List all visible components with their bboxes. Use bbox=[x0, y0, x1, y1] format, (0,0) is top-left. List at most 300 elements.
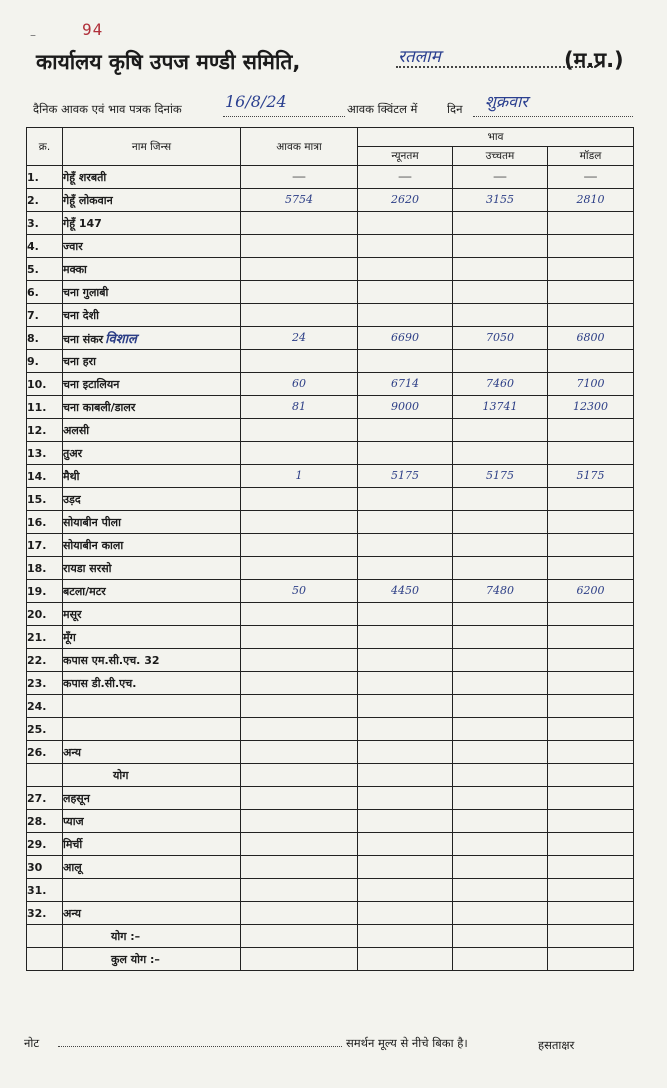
row-max bbox=[453, 649, 548, 672]
row-min bbox=[358, 557, 453, 580]
row-commodity bbox=[63, 787, 241, 810]
row-commodity bbox=[63, 327, 241, 350]
row-modal: 6200 bbox=[548, 580, 634, 603]
header-min: न्यूनतम bbox=[358, 147, 453, 166]
row-qty bbox=[241, 603, 358, 626]
row-serial: 23. bbox=[27, 672, 63, 695]
subheader bbox=[33, 92, 633, 118]
row-commodity bbox=[63, 189, 241, 212]
row-max: 5175 bbox=[453, 465, 548, 488]
row-commodity bbox=[63, 488, 241, 511]
row-max bbox=[453, 281, 548, 304]
table-row bbox=[27, 833, 634, 856]
row-serial: 12. bbox=[27, 419, 63, 442]
row-qty bbox=[241, 902, 358, 925]
row-min bbox=[358, 787, 453, 810]
row-qty bbox=[241, 695, 358, 718]
row-qty: 5754 bbox=[241, 189, 358, 212]
row-commodity bbox=[63, 511, 241, 534]
row-serial: 16. bbox=[27, 511, 63, 534]
row-qty bbox=[241, 304, 358, 327]
row-commodity bbox=[63, 603, 241, 626]
table-row bbox=[27, 764, 634, 787]
table-row bbox=[27, 925, 634, 948]
commodity-label: चना हरा bbox=[63, 354, 96, 368]
row-min: — bbox=[358, 166, 453, 189]
row-modal bbox=[548, 212, 634, 235]
row-max bbox=[453, 442, 548, 465]
state-code: (म.प्र.) bbox=[564, 48, 624, 72]
row-commodity bbox=[63, 419, 241, 442]
row-min: 6714 bbox=[358, 373, 453, 396]
row-max bbox=[453, 419, 548, 442]
row-max bbox=[453, 511, 548, 534]
row-min bbox=[358, 281, 453, 304]
row-modal bbox=[548, 810, 634, 833]
row-commodity bbox=[63, 212, 241, 235]
row-max bbox=[453, 488, 548, 511]
commodity-label: सोयाबीन पीला bbox=[63, 515, 121, 529]
row-qty bbox=[241, 419, 358, 442]
row-modal bbox=[548, 856, 634, 879]
table-row bbox=[27, 235, 634, 258]
row-commodity bbox=[63, 396, 241, 419]
row-max bbox=[453, 833, 548, 856]
row-serial bbox=[27, 948, 63, 971]
row-serial: 4. bbox=[27, 235, 63, 258]
table-row bbox=[27, 534, 634, 557]
row-modal bbox=[548, 764, 634, 787]
table-row bbox=[27, 557, 634, 580]
row-commodity bbox=[63, 166, 241, 189]
table-row bbox=[27, 327, 634, 350]
date-line bbox=[223, 116, 345, 117]
row-commodity bbox=[63, 695, 241, 718]
row-commodity bbox=[63, 810, 241, 833]
row-max: 3155 bbox=[453, 189, 548, 212]
commodity-label: मसूर bbox=[63, 607, 82, 621]
row-serial: 26. bbox=[27, 741, 63, 764]
row-qty bbox=[241, 787, 358, 810]
row-commodity bbox=[63, 373, 241, 396]
row-min bbox=[358, 741, 453, 764]
table-row bbox=[27, 626, 634, 649]
row-modal bbox=[548, 925, 634, 948]
row-max: 7460 bbox=[453, 373, 548, 396]
table-row bbox=[27, 212, 634, 235]
row-serial bbox=[27, 764, 63, 787]
row-min: 4450 bbox=[358, 580, 453, 603]
row-min bbox=[358, 488, 453, 511]
row-max bbox=[453, 557, 548, 580]
row-serial: 8. bbox=[27, 327, 63, 350]
row-commodity bbox=[63, 465, 241, 488]
footer bbox=[24, 1030, 644, 1060]
row-serial: 3. bbox=[27, 212, 63, 235]
row-min bbox=[358, 902, 453, 925]
row-min bbox=[358, 879, 453, 902]
row-serial: 24. bbox=[27, 695, 63, 718]
commodity-label: गेहूँ लोकवान bbox=[63, 193, 113, 207]
row-modal: 2810 bbox=[548, 189, 634, 212]
row-serial: 15. bbox=[27, 488, 63, 511]
header-commodity: नाम जिन्स bbox=[63, 128, 241, 166]
table-row bbox=[27, 511, 634, 534]
commodity-label: योग bbox=[113, 768, 129, 782]
table-row bbox=[27, 603, 634, 626]
row-commodity bbox=[63, 925, 241, 948]
commodity-label: चना संकर bbox=[63, 333, 104, 346]
commodity-label: चना इटालियन bbox=[63, 377, 120, 391]
arrivals-price-table bbox=[26, 127, 634, 971]
table-row bbox=[27, 373, 634, 396]
row-max bbox=[453, 856, 548, 879]
row-modal: 12300 bbox=[548, 396, 634, 419]
row-serial: 32. bbox=[27, 902, 63, 925]
commodity-variety-handwritten: विशाल bbox=[105, 332, 137, 347]
row-modal bbox=[548, 741, 634, 764]
row-min bbox=[358, 810, 453, 833]
row-modal bbox=[548, 258, 634, 281]
commodity-label: आलू bbox=[63, 860, 82, 874]
commodity-label: उड़द bbox=[63, 492, 81, 506]
row-serial: 22. bbox=[27, 649, 63, 672]
row-modal bbox=[548, 833, 634, 856]
row-modal: — bbox=[548, 166, 634, 189]
row-commodity bbox=[63, 350, 241, 373]
commodity-label: लहसून bbox=[63, 791, 90, 805]
row-max bbox=[453, 810, 548, 833]
commodity-label: चना गुलाबी bbox=[63, 285, 109, 299]
row-min bbox=[358, 235, 453, 258]
commodity-label: तुअर bbox=[63, 446, 83, 460]
row-commodity bbox=[63, 580, 241, 603]
table-row bbox=[27, 166, 634, 189]
page-number: 94 bbox=[82, 20, 104, 39]
table-row bbox=[27, 442, 634, 465]
row-serial: 19. bbox=[27, 580, 63, 603]
commodity-label: गेहूँ 147 bbox=[63, 216, 102, 230]
row-min bbox=[358, 212, 453, 235]
note-label: नोट bbox=[24, 1036, 40, 1050]
commodity-label: सोयाबीन काला bbox=[63, 538, 124, 552]
row-min: 2620 bbox=[358, 189, 453, 212]
day-line bbox=[473, 116, 633, 117]
row-max: 7480 bbox=[453, 580, 548, 603]
row-modal bbox=[548, 649, 634, 672]
row-qty bbox=[241, 488, 358, 511]
row-qty bbox=[241, 764, 358, 787]
row-max bbox=[453, 350, 548, 373]
row-qty bbox=[241, 557, 358, 580]
row-max bbox=[453, 695, 548, 718]
date-value-handwritten: 16/8/24 bbox=[225, 92, 287, 111]
commodity-label: चना काबली/डालर bbox=[63, 400, 136, 414]
row-min: 9000 bbox=[358, 396, 453, 419]
table-row bbox=[27, 189, 634, 212]
row-max bbox=[453, 879, 548, 902]
table-row bbox=[27, 396, 634, 419]
row-qty bbox=[241, 212, 358, 235]
row-modal bbox=[548, 304, 634, 327]
row-max bbox=[453, 304, 548, 327]
msp-text: समर्थन मूल्य से नीचे बिका है। bbox=[346, 1036, 468, 1050]
row-qty bbox=[241, 810, 358, 833]
row-modal bbox=[548, 557, 634, 580]
row-qty bbox=[241, 258, 358, 281]
row-commodity bbox=[63, 534, 241, 557]
row-min bbox=[358, 603, 453, 626]
row-serial: 14. bbox=[27, 465, 63, 488]
row-max bbox=[453, 672, 548, 695]
commodity-label: ज्वार bbox=[63, 239, 83, 253]
row-commodity bbox=[63, 442, 241, 465]
commodity-label: अन्य bbox=[63, 906, 82, 920]
row-qty bbox=[241, 718, 358, 741]
row-qty: 24 bbox=[241, 327, 358, 350]
commodity-label: रायडा सरसो bbox=[63, 561, 112, 575]
row-max bbox=[453, 764, 548, 787]
row-qty bbox=[241, 741, 358, 764]
row-modal bbox=[548, 235, 634, 258]
row-min bbox=[358, 626, 453, 649]
row-commodity bbox=[63, 741, 241, 764]
form-title bbox=[36, 44, 636, 84]
table-row bbox=[27, 350, 634, 373]
note-line bbox=[58, 1046, 342, 1047]
commodity-label: कपास डी.सी.एच. bbox=[63, 676, 137, 690]
row-modal bbox=[548, 488, 634, 511]
table-row bbox=[27, 695, 634, 718]
table-row bbox=[27, 902, 634, 925]
row-max bbox=[453, 948, 548, 971]
unit-label: आवक क्विंटल में bbox=[347, 102, 418, 116]
row-serial: 13. bbox=[27, 442, 63, 465]
table-row bbox=[27, 488, 634, 511]
row-qty bbox=[241, 672, 358, 695]
row-modal: 5175 bbox=[548, 465, 634, 488]
row-min bbox=[358, 948, 453, 971]
row-qty bbox=[241, 281, 358, 304]
header-arrival-qty: आवक मात्रा bbox=[241, 128, 358, 166]
table-row bbox=[27, 787, 634, 810]
row-min bbox=[358, 511, 453, 534]
row-min bbox=[358, 419, 453, 442]
row-min bbox=[358, 672, 453, 695]
row-serial: 25. bbox=[27, 718, 63, 741]
table-row bbox=[27, 672, 634, 695]
row-min bbox=[358, 442, 453, 465]
row-max bbox=[453, 925, 548, 948]
row-serial: 29. bbox=[27, 833, 63, 856]
row-modal bbox=[548, 442, 634, 465]
row-commodity bbox=[63, 879, 241, 902]
row-min bbox=[358, 534, 453, 557]
row-serial: 2. bbox=[27, 189, 63, 212]
corner-mark: – bbox=[30, 28, 36, 42]
row-min bbox=[358, 350, 453, 373]
table-row bbox=[27, 741, 634, 764]
row-serial: 5. bbox=[27, 258, 63, 281]
header-max: उच्चतम bbox=[453, 147, 548, 166]
row-qty bbox=[241, 856, 358, 879]
row-commodity bbox=[63, 902, 241, 925]
row-modal bbox=[548, 603, 634, 626]
commodity-label: चना देशी bbox=[63, 308, 99, 322]
day-value-handwritten: शुक्रवार bbox=[485, 92, 528, 111]
row-qty bbox=[241, 925, 358, 948]
row-commodity bbox=[63, 557, 241, 580]
row-serial: 31. bbox=[27, 879, 63, 902]
header-price-group: भाव bbox=[358, 128, 634, 147]
row-commodity bbox=[63, 672, 241, 695]
commodity-label: प्याज bbox=[63, 814, 84, 828]
table-row bbox=[27, 580, 634, 603]
table-row bbox=[27, 649, 634, 672]
row-max bbox=[453, 902, 548, 925]
row-qty: 1 bbox=[241, 465, 358, 488]
row-max bbox=[453, 212, 548, 235]
commodity-label: मूँग bbox=[63, 630, 76, 644]
day-label: दिन bbox=[447, 102, 463, 116]
row-qty bbox=[241, 948, 358, 971]
row-max bbox=[453, 534, 548, 557]
row-modal bbox=[548, 419, 634, 442]
commodity-label: गेहूँ शरबती bbox=[63, 170, 107, 184]
table-row bbox=[27, 304, 634, 327]
row-qty: 81 bbox=[241, 396, 358, 419]
row-qty: — bbox=[241, 166, 358, 189]
signature-label: हसताक्षर bbox=[538, 1038, 575, 1052]
row-qty: 60 bbox=[241, 373, 358, 396]
row-modal bbox=[548, 672, 634, 695]
row-serial: 6. bbox=[27, 281, 63, 304]
row-qty bbox=[241, 350, 358, 373]
table-row bbox=[27, 856, 634, 879]
row-modal: 6800 bbox=[548, 327, 634, 350]
mandi-name-handwritten: रतलाम bbox=[398, 47, 441, 67]
row-serial: 30 bbox=[27, 856, 63, 879]
row-commodity bbox=[63, 764, 241, 787]
row-min bbox=[358, 695, 453, 718]
row-max bbox=[453, 626, 548, 649]
row-min: 5175 bbox=[358, 465, 453, 488]
row-max bbox=[453, 787, 548, 810]
office-title: कार्यालय कृषि उपज मण्डी समिति, bbox=[36, 50, 301, 74]
row-qty: 50 bbox=[241, 580, 358, 603]
table-row bbox=[27, 419, 634, 442]
row-min bbox=[358, 649, 453, 672]
row-qty bbox=[241, 626, 358, 649]
commodity-label: योग :– bbox=[111, 929, 141, 943]
row-commodity bbox=[63, 281, 241, 304]
row-max bbox=[453, 258, 548, 281]
row-commodity bbox=[63, 235, 241, 258]
row-serial: 9. bbox=[27, 350, 63, 373]
table-row bbox=[27, 879, 634, 902]
row-serial: 10. bbox=[27, 373, 63, 396]
row-min bbox=[358, 925, 453, 948]
row-max: 7050 bbox=[453, 327, 548, 350]
row-modal bbox=[548, 879, 634, 902]
row-modal bbox=[548, 350, 634, 373]
row-commodity bbox=[63, 649, 241, 672]
row-max bbox=[453, 718, 548, 741]
table-row bbox=[27, 948, 634, 971]
row-min bbox=[358, 258, 453, 281]
row-commodity bbox=[63, 833, 241, 856]
row-min bbox=[358, 718, 453, 741]
row-serial: 27. bbox=[27, 787, 63, 810]
row-serial: 20. bbox=[27, 603, 63, 626]
table-row bbox=[27, 718, 634, 741]
commodity-label: अन्य bbox=[63, 745, 82, 759]
row-max: 13741 bbox=[453, 396, 548, 419]
row-serial: 17. bbox=[27, 534, 63, 557]
row-modal: 7100 bbox=[548, 373, 634, 396]
row-modal bbox=[548, 718, 634, 741]
row-qty bbox=[241, 235, 358, 258]
row-min bbox=[358, 304, 453, 327]
row-min: 6690 bbox=[358, 327, 453, 350]
row-min bbox=[358, 764, 453, 787]
commodity-label: मिर्ची bbox=[63, 837, 83, 851]
row-serial: 18. bbox=[27, 557, 63, 580]
row-commodity bbox=[63, 626, 241, 649]
row-max: — bbox=[453, 166, 548, 189]
commodity-label: अलसी bbox=[63, 423, 90, 437]
date-label: दैनिक आवक एवं भाव पत्रक दिनांक bbox=[33, 102, 182, 116]
row-serial: 11. bbox=[27, 396, 63, 419]
row-commodity bbox=[63, 258, 241, 281]
row-min bbox=[358, 833, 453, 856]
row-modal bbox=[548, 534, 634, 557]
commodity-label: मक्का bbox=[63, 262, 87, 276]
row-modal bbox=[548, 902, 634, 925]
row-modal bbox=[548, 787, 634, 810]
row-max bbox=[453, 741, 548, 764]
row-qty bbox=[241, 833, 358, 856]
commodity-label: मैथी bbox=[63, 469, 80, 483]
table-row bbox=[27, 281, 634, 304]
row-min bbox=[358, 856, 453, 879]
row-commodity bbox=[63, 948, 241, 971]
commodity-label: बटला/मटर bbox=[63, 584, 106, 598]
row-serial: 21. bbox=[27, 626, 63, 649]
row-modal bbox=[548, 626, 634, 649]
header-modal: मॉडल bbox=[548, 147, 634, 166]
row-modal bbox=[548, 281, 634, 304]
row-modal bbox=[548, 948, 634, 971]
commodity-label: कपास एम.सी.एच. 32 bbox=[63, 653, 160, 667]
row-serial: 1. bbox=[27, 166, 63, 189]
table-row bbox=[27, 465, 634, 488]
row-commodity bbox=[63, 718, 241, 741]
table-row bbox=[27, 258, 634, 281]
row-modal bbox=[548, 511, 634, 534]
row-qty bbox=[241, 649, 358, 672]
commodity-label: कुल योग :– bbox=[111, 952, 160, 966]
row-qty bbox=[241, 534, 358, 557]
row-max bbox=[453, 603, 548, 626]
row-qty bbox=[241, 442, 358, 465]
row-commodity bbox=[63, 856, 241, 879]
row-qty bbox=[241, 511, 358, 534]
row-qty bbox=[241, 879, 358, 902]
row-max bbox=[453, 235, 548, 258]
row-serial: 7. bbox=[27, 304, 63, 327]
row-serial bbox=[27, 925, 63, 948]
